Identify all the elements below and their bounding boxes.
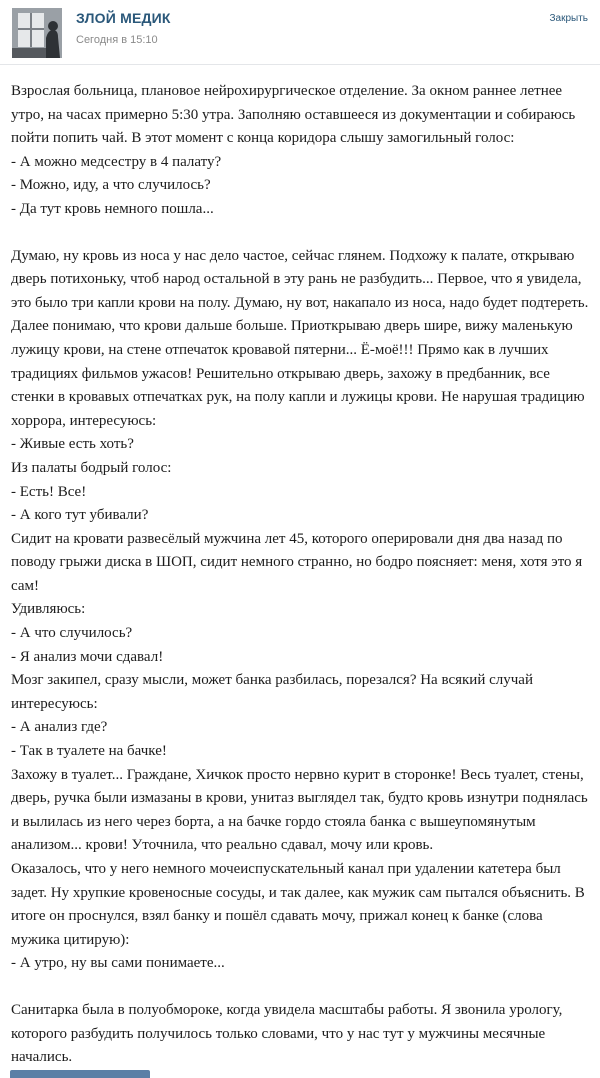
post-paragraph-intro: Взрослая больница, плановое нейрохирургическое отделение. За окном раннее летнее утро, на часах примерно 5:30 утра. Заполняю оставшееся из документации и собираюсь пойти попить чай. В этот момент с конца коридора слышу замогильный голос: - А можно медсестру в 4 палату? - Можно, иду, а что случилось? - Да тут кровь немного пошла...: [11, 83, 576, 217]
post-paragraph-ending: Санитарка была в полуобмороке, когда увидела масштабы работы. Я звонила урологу, которого разбудить получилось только словами, что у нас тут у мужчины месячные начались.: [11, 1001, 563, 1066]
post-body: [11, 80, 589, 1070]
window-silhouette-icon: [12, 8, 62, 58]
footer-button-edge[interactable]: [10, 1070, 150, 1078]
header-divider: [0, 64, 600, 65]
close-button[interactable]: Закрыть: [549, 13, 588, 24]
post-paragraph-story: Думаю, ну кровь из носа у нас дело частое, сейчас глянем. Подхожу к палате, открываю дверь потихоньку, чтоб народ остальной в эту рань не разбудить... Первое, что я увидела, это было три капли крови на полу. Думаю, ну вот, накапало из носа, надо будет подтереть. Далее понимаю, что крови дальше больше. Приоткрываю дверь шире, вижу маленькую лужицу крови, на стене отпечаток кровавой пятерни... Ё-моё!!! Прямо как в лучших традициях фильмов ужасов! Решительно открываю дверь, захожу в предбанник, все стенки в кровавых отпечатках рук, на полу капли и лужицы крови. Не нарушая традицию хоррора, интересуюсь: - Живые есть хоть? Из палаты бодрый голос: - Есть! Все! - А кого тут убивали? Сидит на кровати развесёлый мужчина лет 45, которого оперировали дня два назад по поводу грыжи диска в ШОП, сидит немного странно, но бодро поясняет: меня, хотя это я сам! Удивляюсь: - А что случилось? - Я анализ мочи сдавал! Мозг закипел, сразу мысли, может банка разбилась, порезался? На всякий случай интересуюсь: - А анализ где? - Так в туалете на бачке! Захожу в туалет... Граждане, Хичкок просто нервно курит в сторонке! Весь туалет, стены, дверь, ручка были измазаны в крови, унитаз выглядел так, будто кровь изнутри поднялась и вылилась из него через борта, а на бачке гордо стояла банка с вышеупомянутым анализом... крови! Уточнила, что реально сдавал, мочу или кровь. Оказалось, что у него немного мочеиспускательный канал при удалении катетера был задет. Ну хрупкие кровеносные сосуды, и так далее, как мужик сам пытался объяснить. В итоге он проснулся, взял банку и пошёл сдавать мочу, прижал конец к банке (слова мужика цитирую): - А утро, ну вы сами понимаете...: [11, 247, 589, 972]
author-name[interactable]: ЗЛОЙ МЕДИК: [76, 10, 171, 26]
avatar[interactable]: [12, 8, 62, 58]
post-header: [0, 0, 600, 64]
post-timestamp[interactable]: Сегодня в 15:10: [76, 34, 158, 46]
